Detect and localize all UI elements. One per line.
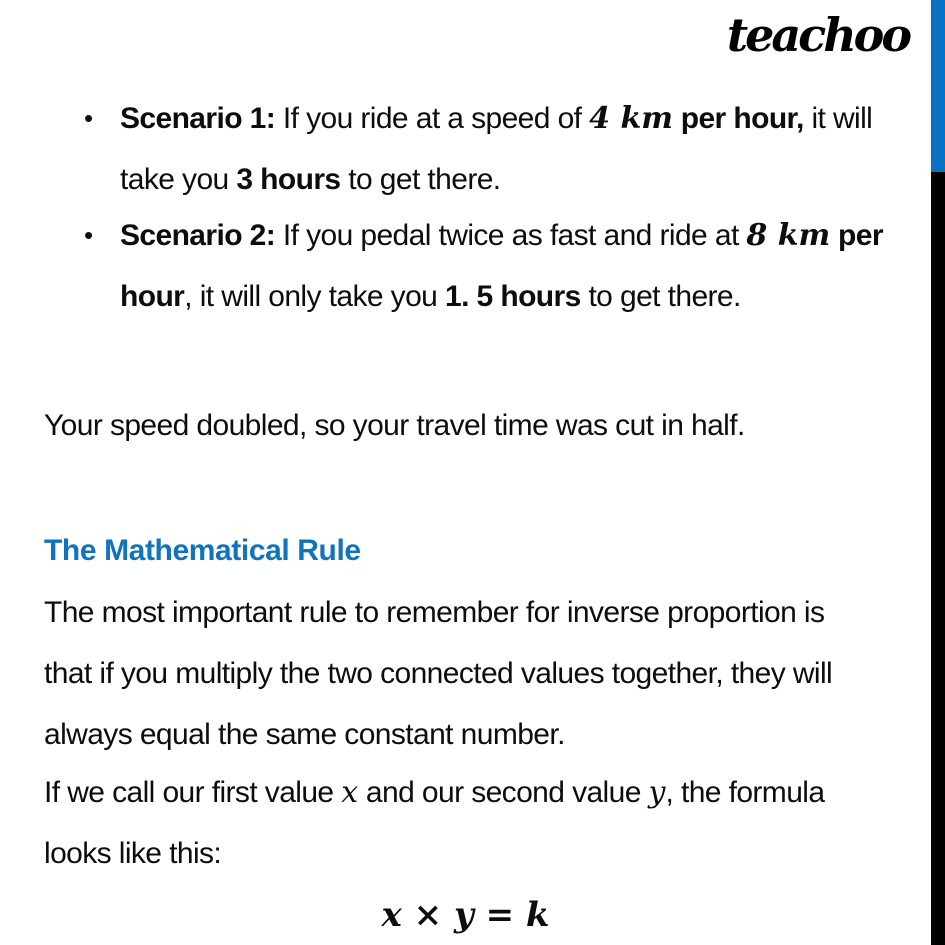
- text-run: If we call our first value: [44, 776, 342, 809]
- bullet-scenario-2: [0, 205, 945, 327]
- text-run: 4 km: [589, 101, 674, 136]
- text-run: to get there.: [580, 280, 741, 313]
- paragraph-speed-doubled: [0, 395, 945, 456]
- text-run: x: [341, 775, 359, 810]
- text-run: If you ride at a speed of: [275, 102, 590, 135]
- paragraph-rule-line-3: always equal the same constant number.: [44, 718, 565, 751]
- text-run: Scenario 2:: [120, 219, 276, 252]
- paragraph-values-line-2: looks like this:: [44, 837, 222, 870]
- section-heading-text: The Mathematical Rule: [44, 534, 361, 567]
- paragraph-values: [0, 762, 945, 884]
- text-run: per hour,: [673, 102, 804, 135]
- text-run: take you: [120, 163, 237, 196]
- text-run: , it will only take you: [184, 280, 445, 313]
- text-run: hour: [120, 280, 185, 313]
- teachoo-logo: teachoo: [726, 8, 909, 62]
- bullet-dot: •: [84, 220, 94, 250]
- paragraph-rule: [0, 582, 945, 765]
- paragraph-rule-line-1: The most important rule to remember for inverse proportion is: [44, 596, 825, 629]
- text-run: 1. 5 hours: [444, 280, 581, 313]
- bullet-1-line-2: [120, 149, 945, 210]
- text-run: 8 km: [746, 218, 831, 253]
- text-run: and our second value: [358, 776, 649, 809]
- text-run: =: [473, 895, 526, 935]
- text-run: k: [525, 895, 550, 935]
- bullet-scenario-1: [0, 88, 945, 210]
- paragraph-values-line-1: [44, 762, 945, 823]
- paragraph-rule-line-2: that if you multiply the two connected values together, they will: [44, 657, 833, 690]
- text-run: ×: [401, 895, 454, 935]
- bullet-2-line-1: [120, 205, 945, 266]
- text-run: If you pedal twice as fast and ride at: [275, 219, 747, 252]
- text-run: it will: [803, 102, 873, 135]
- text-run: y: [648, 775, 666, 810]
- text-run: per: [830, 219, 883, 252]
- formula-x-times-y-equals-k: [0, 885, 931, 945]
- text-run: 3 hours: [236, 163, 341, 196]
- text-run: to get there.: [340, 163, 501, 196]
- paragraph-speed-doubled-text: Your speed doubled, so your travel time was cut in half.: [44, 409, 745, 442]
- text-run: , the formula: [665, 776, 825, 809]
- bullet-2-line-2: [120, 266, 945, 327]
- bullet-dot: •: [84, 103, 94, 133]
- text-run: y: [453, 895, 474, 935]
- text-run: Scenario 1:: [120, 102, 276, 135]
- text-run: x: [381, 895, 402, 935]
- bullet-1-line-1: [120, 88, 945, 149]
- section-heading: [0, 521, 945, 581]
